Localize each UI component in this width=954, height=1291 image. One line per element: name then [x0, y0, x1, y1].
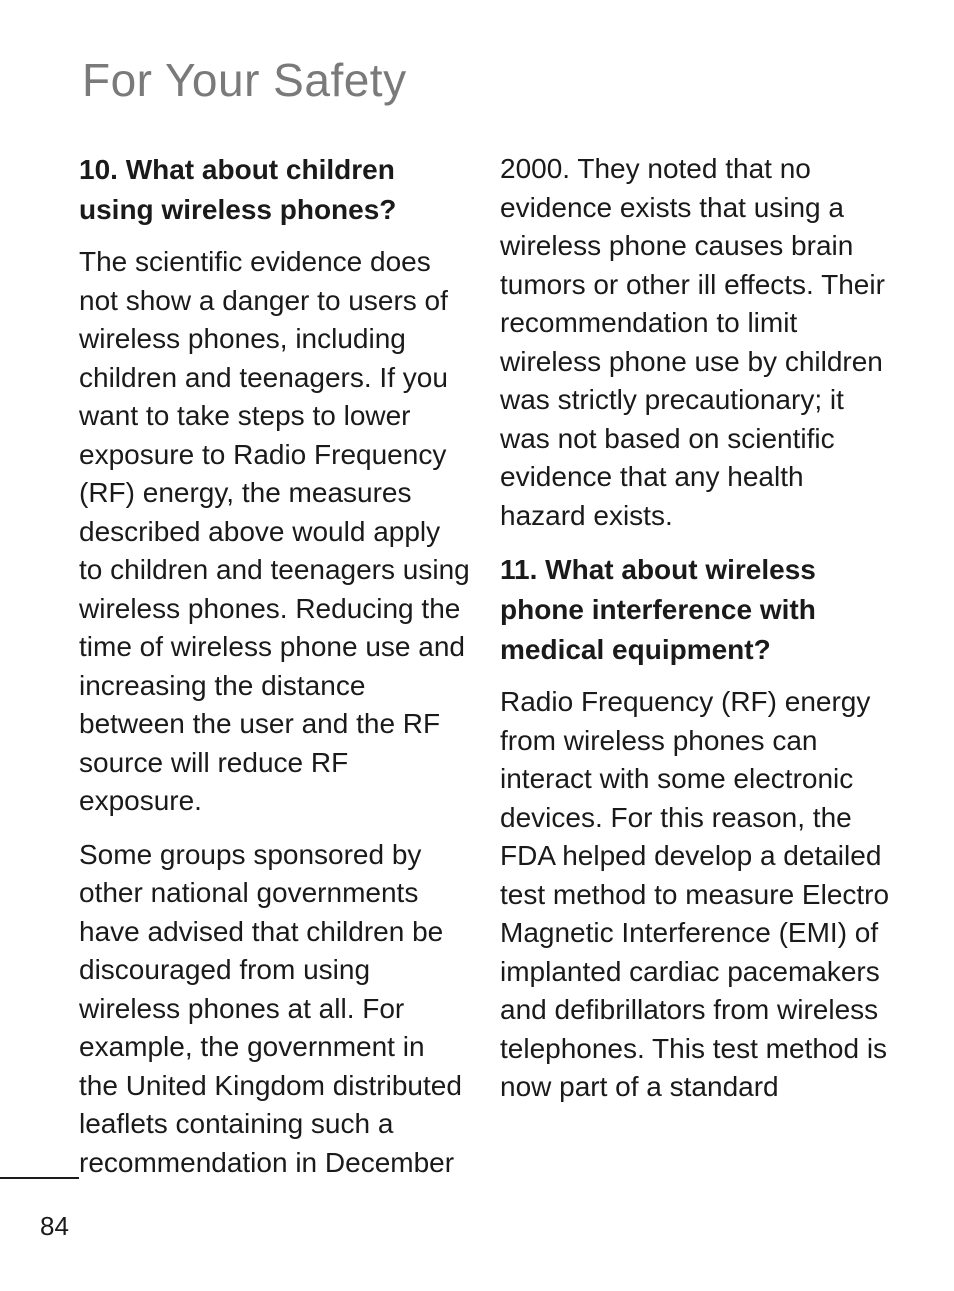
left-column	[79, 150, 471, 1197]
page-number: 84	[40, 1211, 69, 1241]
question-10-paragraph-2-continued: 2000. They noted that no evidence exists that using a wireless phone causes brain tumors or other ill effects. Their recommendation to limit wireless phone use by children was strictly precautionary; it was not based on scientific evidence that any health hazard exists.	[500, 153, 885, 531]
question-11-heading: 11. What about wireless phone interference with medical equipment?	[500, 554, 816, 665]
question-11-paragraph-1: Radio Frequency (RF) energy from wireless phones can interact with some electronic devices. For this reason, the FDA helped develop a detailed test method to measure Electro Magnetic Interference (EMI) of implanted cardiac pacemakers and defibrillators from wireless telephones. This test method is now part of a standard	[500, 686, 890, 1102]
footer-divider	[0, 1177, 79, 1179]
right-column	[500, 150, 896, 1122]
page-title: For Your Safety	[82, 54, 407, 106]
question-10-paragraph-2: Some groups sponsored by other national governments have advised that children be discouraged from using wireless phones at all. For example, the government in the United Kingdom distributed leaflets containing such a recommendation in December	[79, 838, 462, 1178]
question-10-heading: 10. What about children using wireless phones?	[79, 154, 397, 225]
question-10-paragraph-1: The scientific evidence does not show a danger to users of wireless phones, including children and teenagers. If you want to take steps to lower exposure to Radio Frequency (RF) energy, the measures described above would apply to children and teenagers using wireless phones. Reducing the time of wireless phone use and increasing the distance between the user and the RF source will reduce RF exposure.	[79, 246, 470, 816]
